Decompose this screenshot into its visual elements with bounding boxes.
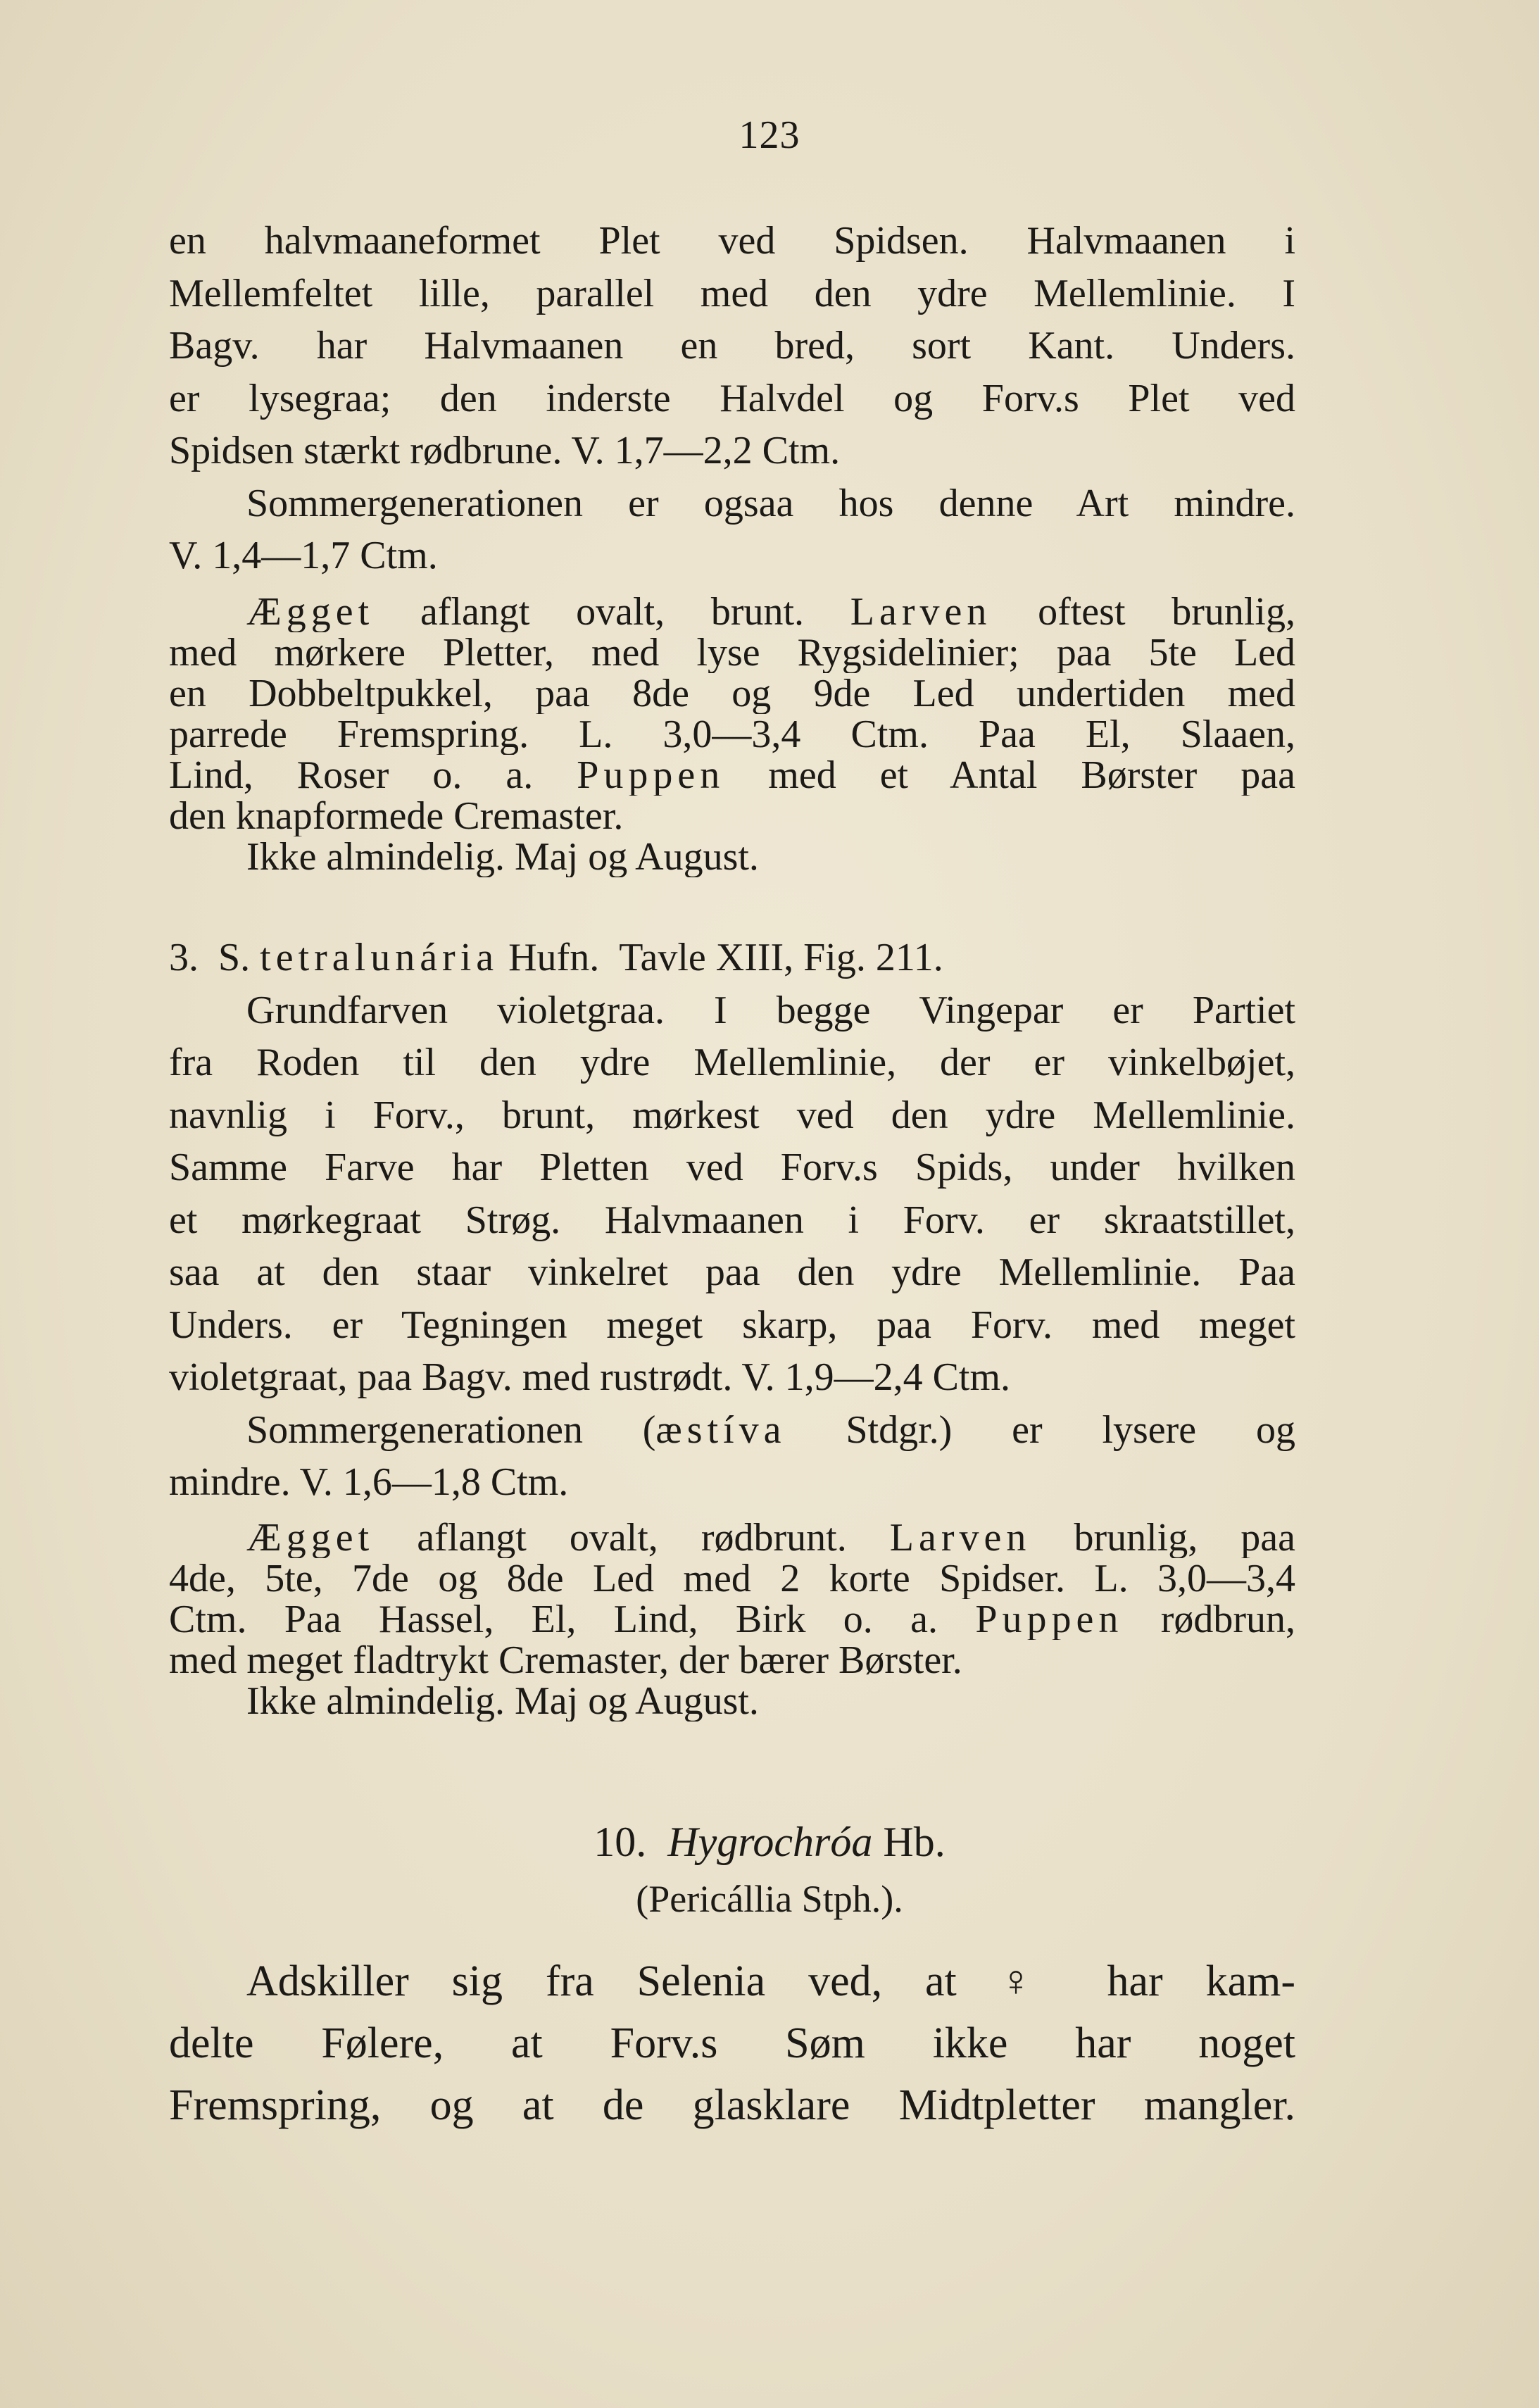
text-line: Grundfarven violetgraa. I begge Vingepar er Partiet [246,988,1295,1032]
text-line: V. 1,4—1,7 Ctm. [169,534,438,577]
text-segment: aflangt ovalt, brunt. [374,591,850,632]
page-number: 123 [739,113,800,157]
text-line: med meget fladtrykt Cremaster, der bærer Børster. [169,1640,962,1681]
text-line: Samme Farve har Pletten ved Forv.s Spids, under hvilken [169,1146,1295,1189]
genus-number: 10. [593,1819,647,1865]
text-line: Spidsen stærkt rødbrune. V. 1,7—2,2 Ctm. [169,429,841,472]
larva-paragraph-2 [169,1517,1295,1722]
spaced-term: Puppen [975,1599,1124,1640]
text-segment: rødbrun, [1123,1599,1295,1640]
text-line: Unders. er Tegningen meget skarp, paa Forv. med meget [169,1303,1295,1347]
text-line: Ikke almindelig. Maj og August. [246,1681,759,1722]
text-line [169,591,1295,632]
spaced-term: Puppen [577,755,725,796]
text-segment: med et Antal Børster paa [724,755,1295,796]
plate-reference: Tavle XIII, Fig. 211. [619,936,943,979]
text-line [169,755,1295,796]
text-line: violetgraat, paa Bagv. med rustrødt. V. 1,9—2,4 Ctm. [169,1355,1011,1399]
text-line: med mørkere Pletter, med lyse Rygsidelinier; paa 5te Led [169,632,1295,673]
text-segment: brunlig, paa [1031,1517,1295,1558]
species-author: Hufn. [508,936,600,979]
text-line: et mørkegraat Strøg. Halvmaanen i Forv. er skraatstillet, [169,1198,1295,1242]
species-number: 3. [169,936,199,979]
text-line [169,1599,1295,1640]
text-segment: Sommergenerationen ( [246,1407,656,1452]
species-name: tetralunária [260,936,499,979]
text-line [169,1404,1295,1457]
description-paragraph [169,215,1295,582]
text-line: en halvmaaneformet Plet ved Spidsen. Halvmaanen i [169,219,1295,263]
genus-name: Hygrochróa [667,1819,873,1865]
text-line: Mellemfeltet lille, parallel med den ydre Mellemlinie. I [169,271,1295,315]
larva-paragraph [169,591,1295,877]
text-line: parrede Fremspring. L. 3,0—3,4 Ctm. Paa El, Slaaen, [169,714,1295,755]
text-line: Sommergenerationen er ogsaa hos denne Art mindre. [246,481,1295,525]
text-line: mindre. V. 1,6—1,8 Ctm. [169,1460,569,1504]
genus-description [169,1950,1295,2136]
spaced-term: Larven [889,1517,1031,1558]
text-line: 4de, 5te, 7de og 8de Led med 2 korte Spidser. L. 3,0—3,4 [169,1558,1295,1599]
spaced-term: æstíva [655,1407,786,1452]
text-segment: Ctm. Paa Hassel, El, Lind, Birk o. a. [169,1599,976,1640]
species-genus: S. [218,936,251,979]
text-segment: Stdgr.) er lysere og [786,1407,1295,1452]
genus-author: Hb. [883,1819,946,1865]
species-section [169,932,1295,1509]
spaced-term: Ægget [246,591,375,632]
genus-synonym: (Pericállia Stph.). [636,1878,903,1920]
text-line: Fremspring, og at de glasklare Midtpletter mangler. [169,2081,1295,2129]
text-line: Bagv. har Halvmaanen en bred, sort Kant. Unders. [169,324,1295,368]
text-segment: oftest brunlig, [991,591,1295,632]
text-line: Adskiller sig fra Selenia ved, at ♀ har kam- [246,1957,1295,2005]
spaced-term: Larven [850,591,992,632]
genus-heading [0,1818,1539,1867]
text-line [169,1517,1295,1558]
text-line: Ikke almindelig. Maj og August. [246,836,759,877]
text-line: er lysegraa; den inderste Halvdel og Forv.s Plet ved [169,376,1295,420]
text-segment: Lind, Roser o. a. [169,755,577,796]
spaced-term: Ægget [246,1517,375,1558]
text-line: saa at den staar vinkelret paa den ydre Mellemlinie. Paa [169,1250,1295,1294]
species-heading [169,932,1295,984]
text-line: fra Roden til den ydre Mellemlinie, der er vinkelbøjet, [169,1041,1295,1084]
text-segment: aflangt ovalt, rødbrunt. [374,1517,890,1558]
text-line: en Dobbeltpukkel, paa 8de og 9de Led undertiden med [169,673,1295,714]
text-line: delte Følere, at Forv.s Søm ikke har noget [169,2019,1295,2067]
text-line: navnlig i Forv., brunt, mørkest ved den ydre Mellemlinie. [169,1093,1295,1137]
text-line: den knapformede Cremaster. [169,796,624,836]
